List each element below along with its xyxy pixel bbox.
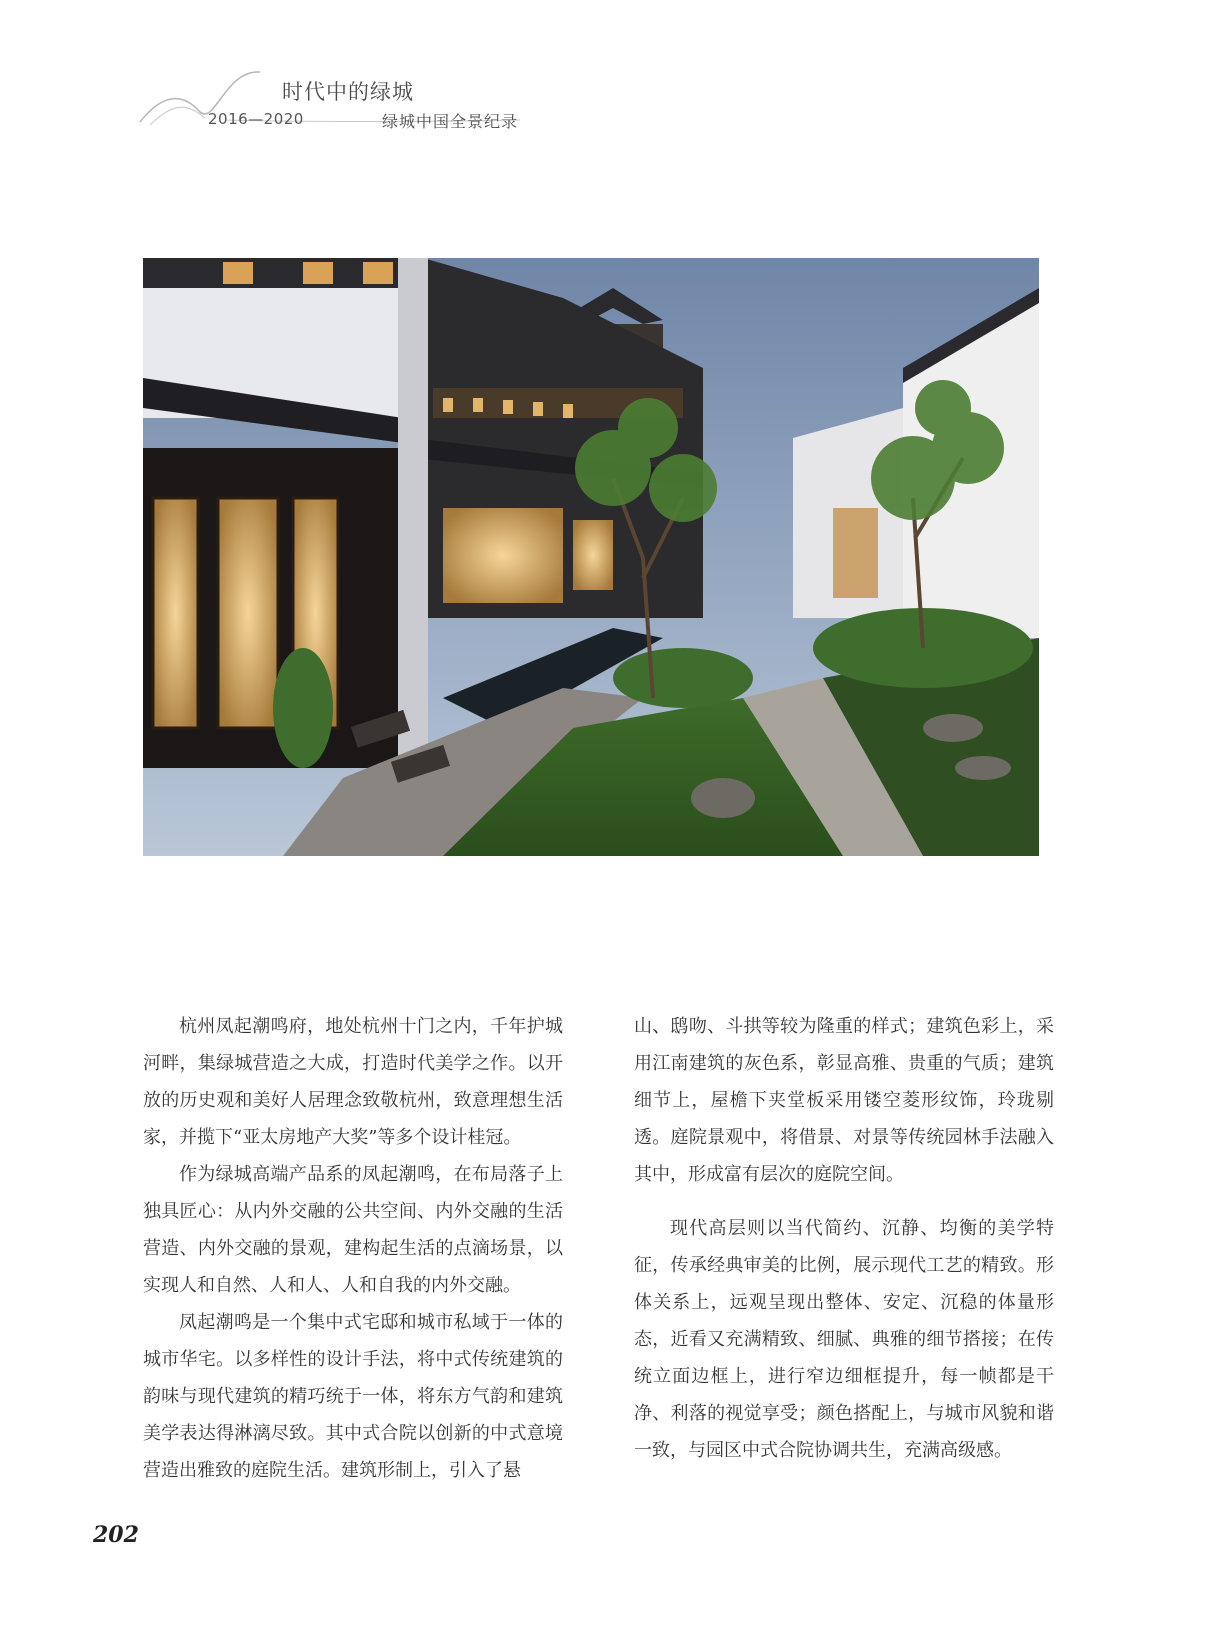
courtyard-photo-illustration	[143, 258, 1039, 856]
page-number: 202	[93, 1522, 139, 1548]
running-header	[0, 0, 620, 150]
courtyard-photo	[143, 258, 1039, 856]
paragraph: 凤起潮鸣是一个集中式宅邸和城市私域于一体的城市华宅。以多样性的设计手法，将中式传统建筑的韵味与现代建筑的精巧统于一体，将东方气韵和建筑美学表达得淋漓尽致。其中式合院以创新的中式意境营造出雅致的庭院生活。建筑形制上，引入了悬	[143, 1312, 563, 1481]
header-subtitle: 绿城中国全景纪录	[382, 112, 519, 131]
header-swoosh-graphic	[0, 0, 620, 150]
paragraph: 杭州凤起潮鸣府，地处杭州十门之内，千年护城河畔，集绿城营造之大成，打造时代美学之作。以开放的历史观和美好人居理念致敬杭州，致意理想生活家，并揽下“亚太房地产大奖”等多个设计桂冠。	[143, 1016, 563, 1148]
body-column-right	[634, 1008, 1054, 1469]
header-years: 2016—2020	[208, 110, 304, 128]
paragraph: 现代高层则以当代简约、沉静、均衡的美学特征，传承经典审美的比例，展示现代工艺的精致。形体关系上，远观呈现出整体、安定、沉稳的体量形态，近看又充满精致、细腻、典雅的细节搭接；在传统立面边框上，进行窄边细框提升，每一帧都是干净、利落的视觉享受；颜色搭配上，与城市风貌和谐一致，与园区中式合院协调共生，充满高级感。	[634, 1218, 1054, 1461]
header-title: 时代中的绿城	[282, 80, 414, 104]
paragraph: 作为绿城高端产品系的凤起潮鸣，在布局落子上独具匠心：从内外交融的公共空间、内外交融的生活营造、内外交融的景观，建构起生活的点滴场景，以实现人和自然、人和人、人和自我的内外交融。	[143, 1164, 563, 1296]
paragraph-continued: 山、鸱吻、斗拱等较为隆重的样式；建筑色彩上，采用江南建筑的灰色系，彰显高雅、贵重的气质；建筑细节上，屋檐下夹堂板采用镂空菱形纹饰，玲珑剔透。庭院景观中，将借景、对景等传统园林手法融入其中，形成富有层次的庭院空间。	[634, 1016, 1054, 1185]
body-column-left	[143, 1008, 563, 1489]
